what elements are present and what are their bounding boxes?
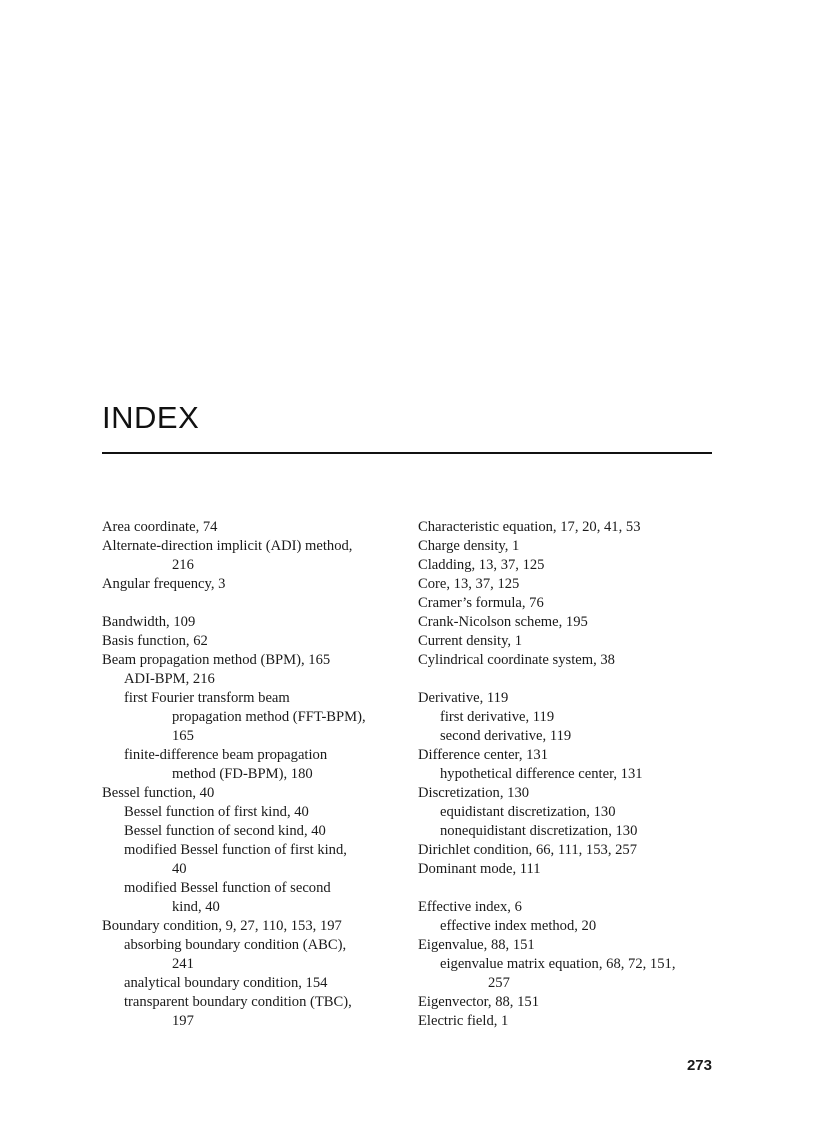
index-entry-continuation: 241	[172, 956, 194, 972]
index-entry: Derivative, 119	[418, 690, 509, 706]
index-subentry: Bessel function of second kind, 40	[124, 823, 326, 839]
index-entry-continuation: kind, 40	[172, 899, 220, 915]
letter-group-gap	[418, 879, 718, 898]
index-subentry: modified Bessel function of first kind,	[124, 842, 347, 858]
index-subentry: eigenvalue matrix equation, 68, 72, 151,	[440, 956, 676, 972]
index-entry: Discretization, 130	[418, 785, 530, 801]
index-subentry: equidistant discretization, 130	[440, 804, 616, 820]
index-entry: Eigenvalue, 88, 151	[418, 937, 535, 953]
index-entry-continuation: 40	[172, 861, 187, 877]
index-subentry: absorbing boundary condition (ABC),	[124, 937, 347, 953]
index-entry: Effective index, 6	[418, 899, 522, 915]
index-entry-continuation: method (FD-BPM), 180	[172, 766, 313, 782]
index-subentry: ADI-BPM, 216	[124, 671, 215, 687]
index-subentry: first Fourier transform beam	[124, 690, 290, 706]
index-entry-continuation: 216	[172, 557, 194, 573]
index-subentry: Bessel function of first kind, 40	[124, 804, 309, 820]
index-column-left	[102, 518, 402, 1031]
index-entry: Cylindrical coordinate system, 38	[418, 652, 615, 668]
index-subentry: effective index method, 20	[440, 918, 597, 934]
index-entry: Boundary condition, 9, 27, 110, 153, 197	[102, 918, 342, 934]
index-entry: Crank-Nicolson scheme, 195	[418, 614, 588, 630]
title-rule	[102, 452, 712, 454]
index-entry: Cramer’s formula, 76	[418, 595, 544, 611]
letter-group-gap	[418, 670, 718, 689]
index-entry-continuation: propagation method (FFT-BPM),	[172, 709, 366, 725]
index-entry: Eigenvector, 88, 151	[418, 994, 539, 1010]
index-subentry: nonequidistant discretization, 130	[440, 823, 638, 839]
letter-group-gap	[102, 594, 402, 613]
index-entry: Charge density, 1	[418, 538, 520, 554]
index-subentry: transparent boundary condition (TBC),	[124, 994, 352, 1010]
index-entry-continuation: 197	[172, 1013, 194, 1029]
index-entry: Basis function, 62	[102, 633, 208, 649]
index-column-right	[418, 518, 718, 1031]
index-subentry: analytical boundary condition, 154	[124, 975, 328, 991]
index-entry: Core, 13, 37, 125	[418, 576, 520, 592]
index-entry: Difference center, 131	[418, 747, 549, 763]
index-entry: Current density, 1	[418, 633, 523, 649]
index-entry: Dirichlet condition, 66, 111, 153, 257	[418, 842, 638, 858]
index-entry: Electric field, 1	[418, 1013, 509, 1029]
page-number: 273	[686, 1057, 712, 1074]
index-subentry: modified Bessel function of second	[124, 880, 331, 896]
index-subentry: finite-difference beam propagation	[124, 747, 328, 763]
index-entry-continuation: 165	[172, 728, 194, 744]
index-entry: Angular frequency, 3	[102, 576, 226, 592]
index-entry: Dominant mode, 111	[418, 861, 541, 877]
index-entry: Area coordinate, 74	[102, 519, 218, 535]
index-subentry: first derivative, 119	[440, 709, 555, 725]
index-entry: Beam propagation method (BPM), 165	[102, 652, 331, 668]
index-entry: Characteristic equation, 17, 20, 41, 53	[418, 519, 641, 535]
index-entry-continuation: 257	[488, 975, 510, 991]
index-entry: Bessel function, 40	[102, 785, 215, 801]
index-entry: Cladding, 13, 37, 125	[418, 557, 545, 573]
index-subentry: second derivative, 119	[440, 728, 572, 744]
page-title: INDEX	[102, 400, 200, 435]
index-subentry: hypothetical difference center, 131	[440, 766, 643, 782]
index-entry: Bandwidth, 109	[102, 614, 196, 630]
index-entry: Alternate-direction implicit (ADI) method,	[102, 538, 353, 554]
